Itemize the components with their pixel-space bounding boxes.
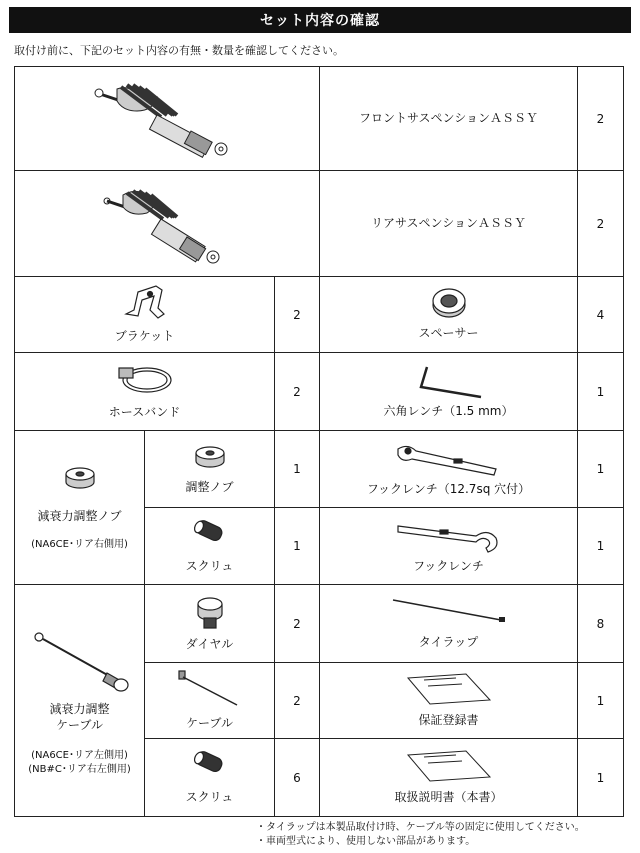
rear-suspension-icon xyxy=(97,179,237,269)
front-suspension-qty-cell xyxy=(578,67,623,171)
spacer-qty-cell xyxy=(578,277,623,353)
dial-icon xyxy=(192,594,228,632)
knob-qty-cell xyxy=(275,431,320,508)
rear-suspension-name-cell xyxy=(320,171,578,277)
front-suspension-qty: 2 xyxy=(596,111,605,126)
parts-table xyxy=(14,66,624,817)
spacer-label: スペーサー xyxy=(418,326,479,341)
hex-wrench-icon xyxy=(409,363,489,399)
damping-cable-group-cell xyxy=(15,585,145,816)
rear-suspension-image-cell xyxy=(15,171,320,277)
hex-wrench-qty: 1 xyxy=(596,384,605,399)
screw-1-icon xyxy=(190,518,230,548)
front-suspension-label: フロントサスペンションＡＳＳＹ xyxy=(359,111,538,126)
footnotes xyxy=(256,821,585,849)
rear-suspension-qty: 2 xyxy=(596,216,605,231)
warranty-card-qty: 1 xyxy=(596,693,605,708)
hook-wrench-holed-label: フックレンチ（12.7sq 穴付） xyxy=(366,481,531,496)
manual-icon xyxy=(404,749,494,783)
hose-band-icon xyxy=(115,362,175,396)
hook-wrench-holed-icon xyxy=(394,441,504,477)
spacer-qty: 4 xyxy=(596,307,605,322)
screw-2-qty: 6 xyxy=(293,770,301,785)
hex-wrench-cell xyxy=(320,353,578,431)
bracket-label: ブラケット xyxy=(114,329,175,344)
damping-cable-group-label-2: ケーブル xyxy=(56,718,103,732)
screw-2-label: スクリュ xyxy=(185,790,234,805)
screw-2-qty-cell xyxy=(275,739,320,816)
tie-wrap-cell xyxy=(320,585,578,663)
warranty-card-qty-cell xyxy=(578,663,623,739)
manual-cell xyxy=(320,739,578,816)
hose-band-qty-cell xyxy=(275,353,320,431)
tie-wrap-icon xyxy=(389,596,509,626)
cable-qty-cell xyxy=(275,663,320,739)
bracket-icon xyxy=(120,284,170,322)
knob-icon xyxy=(192,443,228,469)
footnote: ・車両型式により、使用しない部品があります。 xyxy=(256,836,476,847)
screw-1-label: スクリュ xyxy=(185,558,234,573)
spacer-cell xyxy=(320,277,578,353)
hook-wrench-icon xyxy=(394,518,504,554)
warranty-card-icon xyxy=(404,672,494,706)
rear-suspension-label: リアサスペンションＡＳＳＹ xyxy=(371,216,526,231)
cable-icon xyxy=(175,669,245,709)
cable-cell xyxy=(145,663,275,739)
hook-wrench-holed-qty: 1 xyxy=(596,462,605,476)
manual-qty-cell xyxy=(578,739,623,816)
intro-text: 取付け前に、下記のセット内容の有無・数量を確認してください。 xyxy=(14,44,344,57)
bracket-cell xyxy=(15,277,275,353)
bracket-qty-cell xyxy=(275,277,320,353)
damping-cable-group-sub-2: (NB#C･リア右左側用) xyxy=(28,763,131,775)
hook-wrench-holed-cell xyxy=(320,431,578,508)
hose-band-label: ホースバンド xyxy=(108,405,181,420)
dial-qty-cell xyxy=(275,585,320,663)
hook-wrench-qty: 1 xyxy=(596,539,605,553)
knob-qty: 1 xyxy=(293,462,301,476)
tie-wrap-label: タイラップ xyxy=(418,635,479,650)
screw-1-cell xyxy=(145,508,275,585)
front-suspension-image-cell xyxy=(15,67,320,171)
knob-label: 調整ノブ xyxy=(185,479,234,494)
hook-wrench-cell xyxy=(320,508,578,585)
damping-knob-group-label: 減衰力調整ノブ xyxy=(37,508,122,523)
damping-cable-group-icon xyxy=(25,625,135,695)
tie-wrap-qty-cell xyxy=(578,585,623,663)
bracket-qty: 2 xyxy=(293,307,301,322)
damping-knob-group-cell xyxy=(15,431,145,585)
warranty-card-label: 保証登録書 xyxy=(418,713,479,728)
damping-cable-group-sub-1: (NA6CE･リア左側用) xyxy=(31,750,128,762)
hook-wrench-label: フックレンチ xyxy=(413,558,484,573)
hex-wrench-qty-cell xyxy=(578,353,623,431)
hook-wrench-qty-cell xyxy=(578,508,623,585)
screw-1-qty: 1 xyxy=(293,539,301,553)
screw-1-qty-cell xyxy=(275,508,320,585)
hook-wrench-holed-qty-cell xyxy=(578,431,623,508)
page-title: セット内容の確認 xyxy=(9,7,631,33)
cable-qty: 2 xyxy=(293,693,301,708)
dial-qty: 2 xyxy=(293,616,301,631)
cable-label: ケーブル xyxy=(186,716,233,731)
hose-band-cell xyxy=(15,353,275,431)
damping-knob-group-icon xyxy=(62,464,98,490)
dial-cell xyxy=(145,585,275,663)
tie-wrap-qty: 8 xyxy=(596,616,605,631)
front-suspension-icon xyxy=(87,79,247,159)
footnote: ・タイラップは本製品取付け時、ケーブル等の固定に使用してください。 xyxy=(256,822,585,833)
manual-qty: 1 xyxy=(596,770,605,785)
knob-cell xyxy=(145,431,275,508)
screw-2-cell xyxy=(145,739,275,816)
damping-knob-group-sub: (NA6CE･リア右側用) xyxy=(31,538,128,550)
hex-wrench-label: 六角レンチ（1.5 mm） xyxy=(383,404,514,419)
hose-band-qty: 2 xyxy=(293,384,301,399)
front-suspension-name-cell xyxy=(320,67,578,171)
warranty-card-cell xyxy=(320,663,578,739)
rear-suspension-qty-cell xyxy=(578,171,623,277)
dial-label: ダイヤル xyxy=(185,637,234,652)
damping-cable-group-label-1: 減衰力調整 xyxy=(49,701,110,716)
manual-label: 取扱説明書（本書） xyxy=(394,790,503,805)
spacer-icon xyxy=(429,287,469,319)
screw-2-icon xyxy=(190,749,230,779)
